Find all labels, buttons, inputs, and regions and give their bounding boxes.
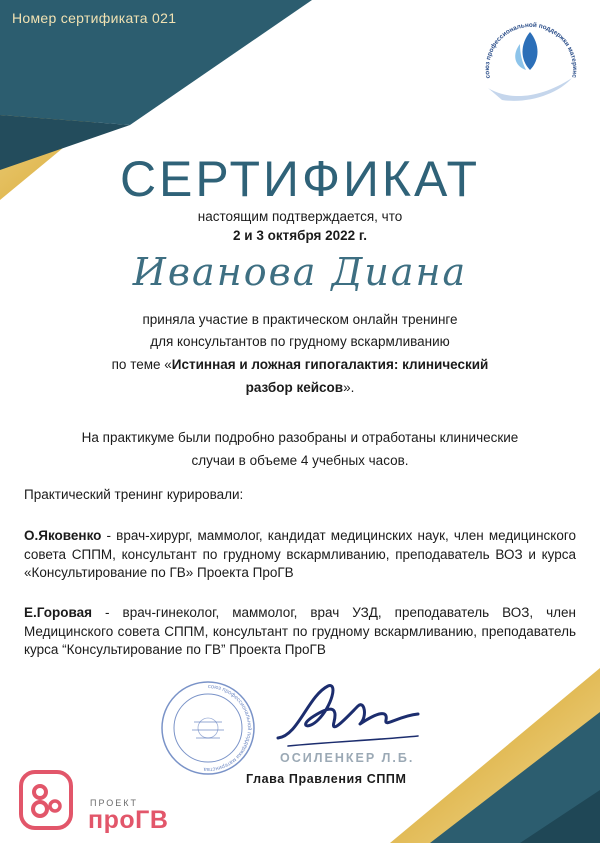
emblem-text: союз профессиональной поддержки материнс	[483, 21, 579, 79]
curator-1	[24, 527, 576, 583]
certificate-title: СЕРТИФИКАТ	[119, 151, 481, 207]
logo-caption: ПРОЕКТ	[90, 798, 139, 808]
certificate-number: Номер сертификата 021	[12, 10, 177, 26]
topic-suffix: ».	[343, 380, 355, 395]
participation-line-2: для консультантов по грудному вскармливанию	[150, 334, 450, 349]
official-seal	[160, 680, 256, 776]
curator-1-name: О.Яковенко	[24, 528, 102, 543]
confirm-line: настоящим подтверждается, что	[197, 209, 403, 224]
topic-prefix: по теме «	[111, 357, 172, 372]
progv-logo-icon	[18, 769, 74, 831]
participation-line-3	[0, 356, 600, 374]
seal-text: союз профессиональной поддержки материнства	[203, 683, 252, 773]
organization-emblem	[468, 8, 592, 118]
drop-icon	[523, 32, 538, 70]
curators-intro: Практический тренинг курировали:	[24, 487, 244, 502]
signer-name: ОСИЛЕНКЕР Л.Б.	[280, 751, 415, 765]
practice-line-2: случаи в объеме 4 учебных часов.	[191, 453, 409, 468]
topic-title-part-1: Истинная и ложная гипогалактия: клинический	[171, 357, 489, 372]
signature	[268, 676, 428, 754]
event-date: 2 и 3 октября 2022 г.	[233, 228, 367, 243]
participation-line-1: приняла участие в практическом онлайн тренинге	[142, 312, 458, 327]
curator-1-description: - врач-хирург, маммолог, кандидат медицинских наук, член медицинского совета СППМ, консультант по грудному вскармливанию, преподаватель ВОЗ и курса «Консультирование по ГВ» Проекта ПроГВ	[24, 528, 576, 580]
curator-2-description: - врач-гинеколог, маммолог, врач УЗД, преподаватель ВОЗ, член Медицинского совета СППМ, консультант по грудному вскармливанию, преподаватель курса “Консультирование по ГВ” Проекта ПроГВ	[24, 605, 576, 657]
logo-wordmark: проГВ	[88, 806, 169, 834]
curator-2	[24, 604, 576, 660]
participation-line-4	[0, 379, 600, 397]
recipient-name: Иванова Диана	[132, 250, 468, 294]
practice-line-1: На практикуме были подробно разобраны и отработаны клинические	[81, 430, 519, 445]
hand-icon	[488, 78, 572, 101]
curator-2-name: Е.Горовая	[24, 605, 92, 620]
topic-title-part-2: разбор кейсов	[245, 380, 344, 395]
signer-role: Глава Правления СППМ	[246, 772, 407, 786]
